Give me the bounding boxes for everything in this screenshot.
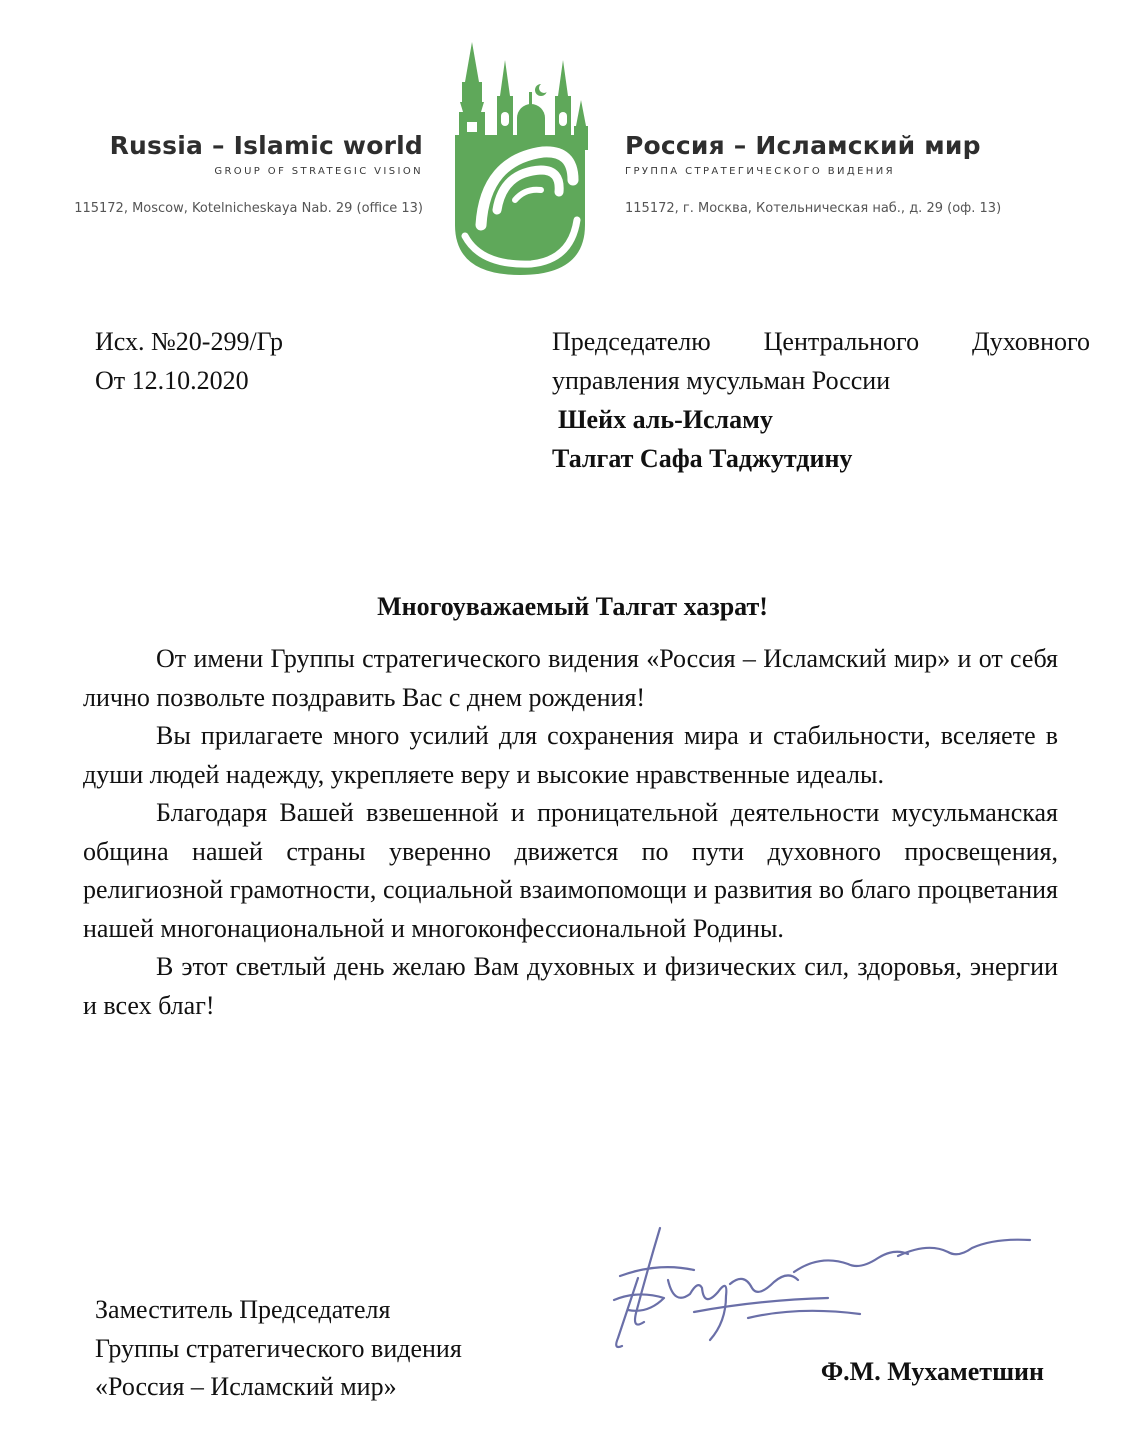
org-address-en: 115172, Moscow, Kotelnicheskaya Nab. 29 (office 13) bbox=[74, 201, 423, 216]
position-line-1: Заместитель Председателя bbox=[95, 1295, 391, 1324]
org-address-ru: 115172, г. Москва, Котельническая наб., д. 29 (оф. 13) bbox=[625, 201, 1002, 216]
position-line-2: Группы стратегического видения bbox=[95, 1333, 462, 1363]
salutation: Многоуважаемый Талгат хазрат! bbox=[377, 592, 768, 621]
reference-number: Исх. №20-299/Гр bbox=[95, 327, 284, 356]
recipient-block bbox=[552, 323, 1090, 478]
org-name-en: Russia – Islamic world bbox=[109, 131, 423, 160]
letterhead-left bbox=[74, 128, 423, 216]
paragraph: Вы прилагаете много усилий для сохранения мира и стабильности, вселяете в души людей надежду, укрепляете веру и высокие нравственные идеалы. bbox=[83, 721, 1058, 789]
signer-position bbox=[95, 1291, 615, 1407]
paragraph: Благодаря Вашей взвешенной и проницательной деятельности мусульманская община нашей страны уверенно движется по пути духовного просвещения, религиозной грамотности, социальной взаимопомощи и развития во благо процветания нашей многонациональной и многоконфессиональной Родины. bbox=[83, 798, 1058, 943]
letter-body bbox=[83, 640, 1058, 1025]
signer-name: Ф.М. Мухаметшин bbox=[820, 1357, 1044, 1386]
kremlin-mosque-logo-icon bbox=[445, 40, 595, 280]
org-name-ru: Россия – Исламский мир bbox=[625, 131, 981, 160]
org-subtitle-ru: ГРУППА СТРАТЕГИЧЕСКОГО ВИДЕНИЯ bbox=[625, 166, 895, 177]
letterhead-right bbox=[625, 128, 1001, 216]
recipient-line-2: управления мусульман России bbox=[552, 365, 891, 395]
org-subtitle-en: GROUP OF STRATEGIC VISION bbox=[214, 166, 423, 177]
handwritten-signature-icon bbox=[598, 1218, 1038, 1358]
paragraph: В этот светлый день желаю Вам духовных и физических сил, здоровья, энергии и всех благ! bbox=[83, 952, 1058, 1020]
reference-date: От 12.10.2020 bbox=[95, 365, 249, 395]
recipient-line-1: Председателю Центрального Духовного bbox=[552, 327, 1090, 356]
outgoing-reference bbox=[95, 323, 455, 400]
paragraph: От имени Группы стратегического видения «Россия – Исламский мир» и от себя лично позвольте поздравить Вас с днем рождения! bbox=[83, 644, 1058, 712]
position-line-3: «Россия – Исламский мир» bbox=[95, 1372, 397, 1401]
recipient-name: Талгат Сафа Таджутдину bbox=[552, 443, 853, 473]
recipient-title: Шейх аль-Исламу bbox=[558, 405, 773, 434]
